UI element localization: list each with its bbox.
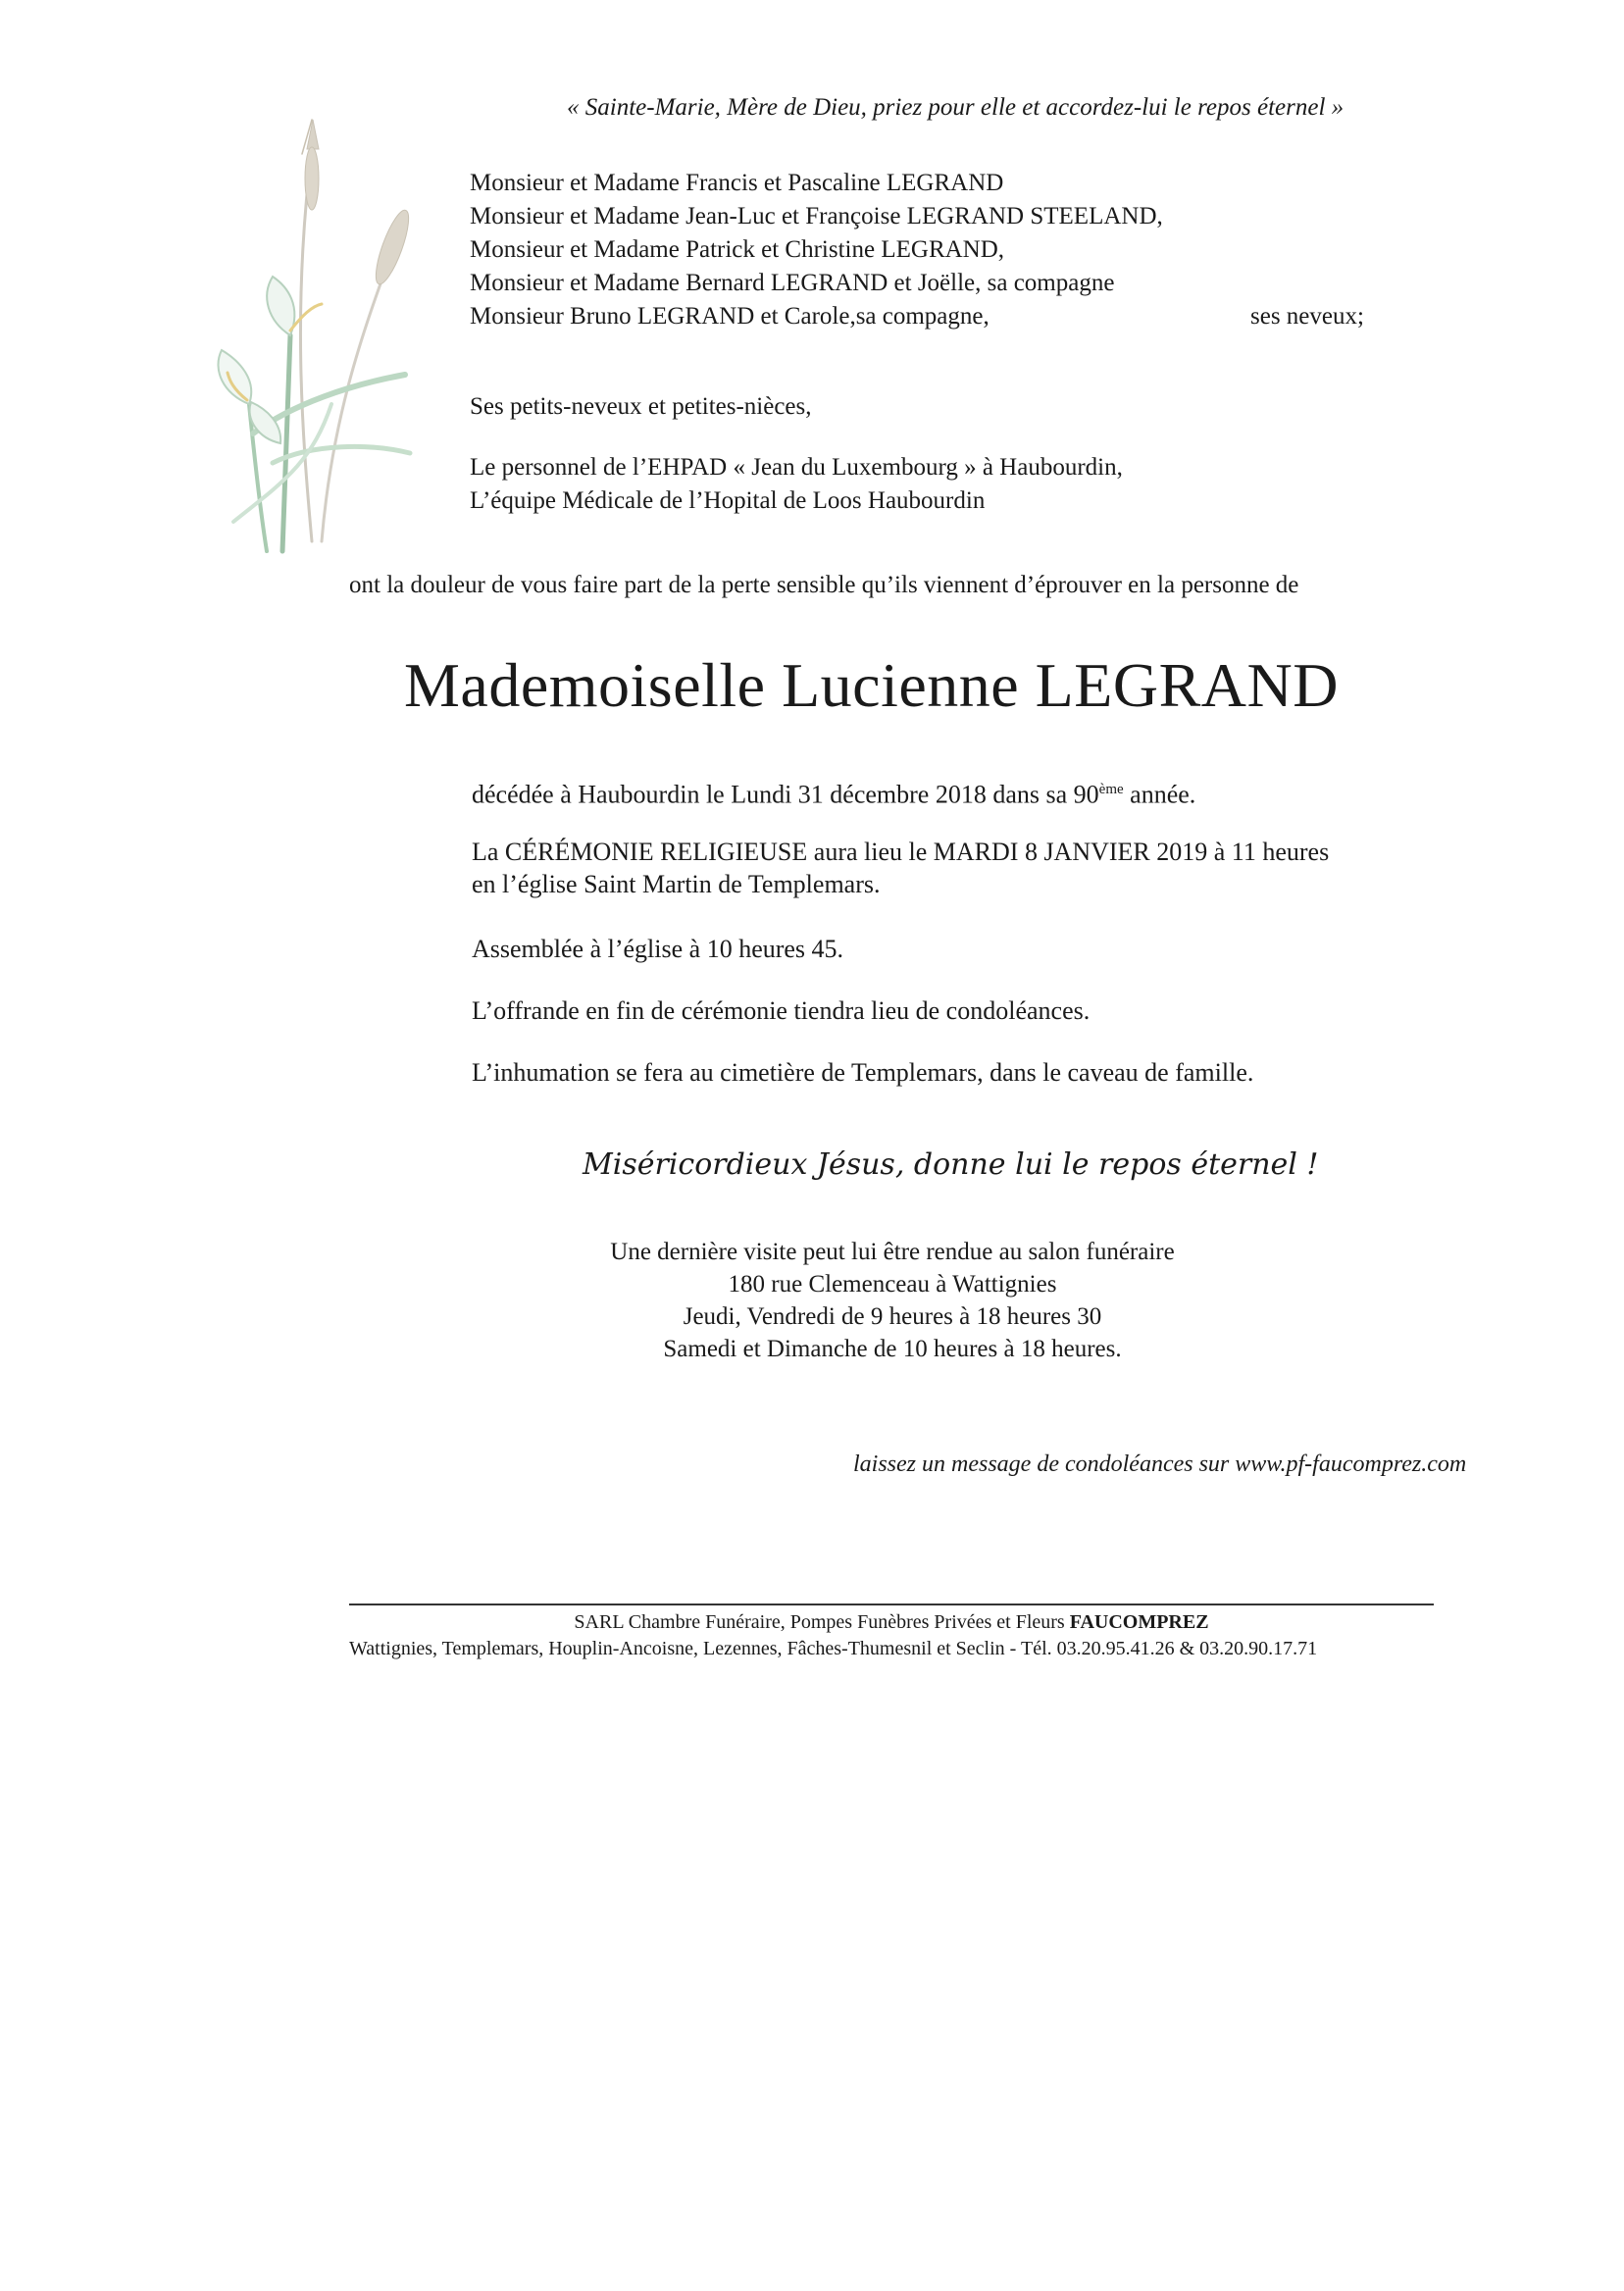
footer-divider (349, 1604, 1434, 1605)
family-line: Monsieur et Madame Patrick et Christine LEGRAND, (470, 236, 1005, 263)
condolences-line: laissez un message de condoléances sur www.pf-faucomprez.com (853, 1451, 1467, 1477)
visit-line: Samedi et Dimanche de 10 heures à 18 heures. (663, 1336, 1122, 1362)
visit-line: Une dernière visite peut lui être rendue au salon funéraire (610, 1239, 1175, 1265)
burial-line: L’inhumation se fera au cimetière de Templemars, dans le caveau de famille. (472, 1058, 1254, 1087)
relation-label: ses neveux; (1250, 303, 1364, 330)
deceased-name: Mademoiselle Lucienne LEGRAND (404, 650, 1339, 720)
assembly-line: Assemblée à l’église à 10 heures 45. (472, 935, 844, 963)
family-line: Monsieur et Madame Francis et Pascaline LEGRAND (470, 170, 1004, 196)
footer-company-name: FAUCOMPREZ (1069, 1611, 1209, 1633)
visit-block (431, 1236, 1353, 1365)
family-line: Monsieur et Madame Jean-Luc et Françoise LEGRAND STEELAND, (470, 203, 1163, 229)
family-line: Monsieur Bruno LEGRAND et Carole,sa compagne, (470, 303, 990, 330)
footer-locations: Wattignies, Templemars, Houplin-Ancoisne, Lezennes, Fâches-Thumesnil et Seclin - Tél. 03.20.95.41.26 & 03.20.90.17.71 (349, 1638, 1318, 1659)
staff-line: L’équipe Médicale de l’Hopital de Loos Haubourdin (470, 487, 986, 514)
death-info-superscript: ème (1098, 782, 1124, 797)
visit-line: 180 rue Clemenceau à Wattignies (728, 1271, 1057, 1298)
staff-line: Le personnel de l’EHPAD « Jean du Luxembourg » à Haubourdin, (470, 454, 1123, 481)
death-info-text: décédée à Haubourdin le Lundi 31 décembre 2018 dans sa 90 (472, 780, 1099, 809)
grandchildren-line: Ses petits-neveux et petites-nièces, (470, 393, 812, 420)
closing-prayer: Miséricordieux Jésus, donne lui le repos éternel ! (583, 1147, 1319, 1182)
announcement-line: ont la douleur de vous faire part de la perte sensible qu’ils viennent d’éprouver en la personne de (349, 572, 1299, 598)
ceremony-line: en l’église Saint Martin de Templemars. (472, 870, 881, 898)
footer-company (349, 1611, 1434, 1634)
prayer-quote: « Sainte-Marie, Mère de Dieu, priez pour elle et accordez-lui le repos éternel » (567, 94, 1345, 121)
lily-flower-illustration (165, 110, 420, 561)
ceremony-line: La CÉRÉMONIE RELIGIEUSE aura lieu le MARDI 8 JANVIER 2019 à 11 heures (472, 838, 1330, 866)
death-info-suffix: année. (1123, 780, 1196, 809)
death-info (472, 774, 1195, 811)
visit-line: Jeudi, Vendredi de 9 heures à 18 heures 30 (683, 1303, 1102, 1330)
footer-company-prefix: SARL Chambre Funéraire, Pompes Funèbres Privées et Fleurs (574, 1611, 1070, 1633)
offering-line: L’offrande en fin de cérémonie tiendra lieu de condoléances. (472, 996, 1091, 1025)
family-line: Monsieur et Madame Bernard LEGRAND et Joëlle, sa compagne (470, 270, 1115, 296)
